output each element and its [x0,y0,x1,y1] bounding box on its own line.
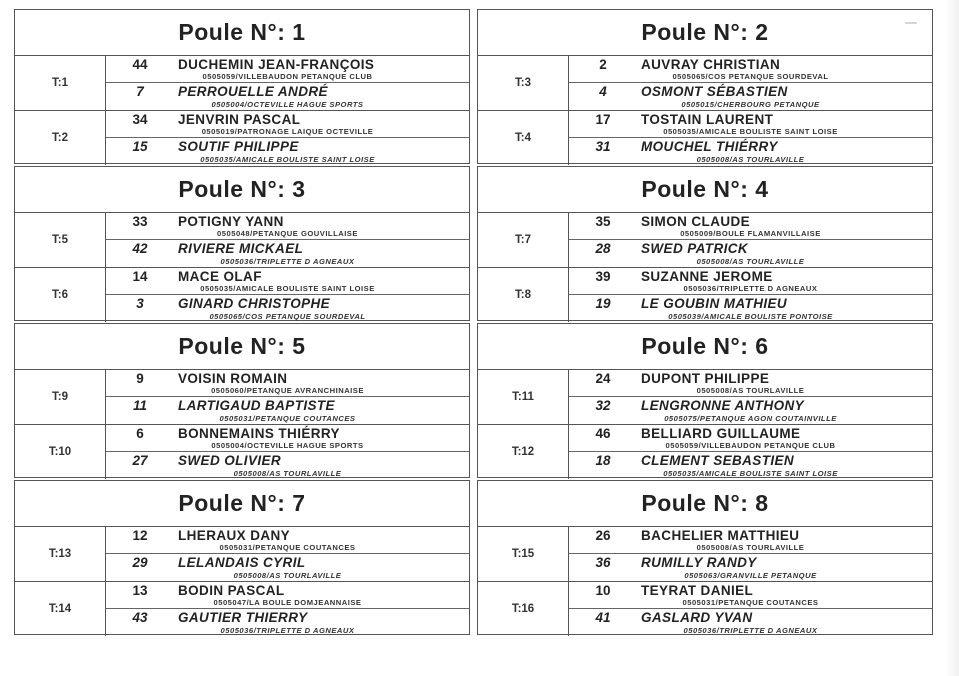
player-number: 42 [132,241,148,257]
poule-4 [477,166,933,321]
player-club: 0505004/OCTEVILLE HAGUE SPORTS [211,441,364,451]
player-number: 14 [132,268,148,284]
players-list [106,527,469,581]
player-number: 6 [136,425,144,441]
player-row [569,268,932,296]
player-line [106,528,469,543]
scan-artifact [905,22,917,24]
player-club: 0505035/AMICALE BOULISTE SAINT LOISE [663,127,838,137]
player-club: 0505047/LA BOULE DOMJEANNAISE [213,598,362,608]
player-row [106,295,469,322]
player-number: 44 [132,57,148,72]
player-club: 0505039/AMICALE BOULISTE PONTOISE [668,312,833,321]
table-number-label: T:6 [15,268,106,323]
player-row [569,452,932,479]
player-number: 28 [595,241,611,257]
player-line [106,426,469,441]
player-club: 0505075/PETANQUE AGON COUTAINVILLE [664,413,837,423]
table-number-label: T:11 [478,370,569,424]
player-name: SIMON CLAUDE [641,214,751,229]
player-row [569,56,932,83]
poule-7 [14,480,470,635]
player-club: 0505031/PETANQUE COUTANCES [219,413,356,423]
player-row [106,83,469,109]
player-number: 13 [132,582,148,598]
player-row [569,240,932,266]
table-block [478,370,932,425]
player-line [569,57,932,72]
player-number: 43 [132,610,148,626]
players-list [569,425,932,480]
player-name: BELLIARD GUILLAUME [641,425,801,441]
player-row [106,111,469,139]
player-row [106,240,469,266]
table-block [478,425,932,480]
player-name: LE GOUBIN MATHIEU [641,296,788,312]
player-row [569,295,932,322]
player-line [106,269,469,284]
player-row [569,397,932,423]
player-row [569,425,932,453]
poule-title: Poule N°: 4 [478,167,932,213]
player-row [106,213,469,240]
player-number: 33 [132,214,148,229]
poule-title: Poule N°: 5 [15,324,469,370]
player-club: 0505036/TRIPLETTE D AGNEAUX [220,626,355,635]
table-number-label: T:15 [478,527,569,581]
player-line [569,296,932,311]
table-block [15,56,469,111]
page-edge-shadow [945,0,959,676]
poule-title: Poule N°: 7 [15,481,469,527]
player-number: 11 [132,398,147,414]
player-name: BODIN PASCAL [178,582,285,598]
player-line [569,241,932,256]
player-name: RUMILLY RANDY [641,555,757,571]
player-row [569,83,932,109]
table-number-label: T:16 [478,582,569,637]
player-row [106,527,469,554]
player-name: LELANDAIS CYRIL [178,555,306,571]
player-line [106,112,469,127]
player-club: 0505059/VILLEBAUDON PETANQUE CLUB [202,72,373,82]
player-row [106,397,469,423]
player-line [106,296,469,311]
player-number: 9 [136,371,144,386]
player-number: 41 [595,610,611,626]
player-row [569,582,932,610]
table-block [478,111,932,166]
poule-title: Poule N°: 2 [478,10,932,56]
table-block [15,111,469,166]
players-list [569,582,932,637]
player-row [569,609,932,636]
player-row [569,138,932,165]
player-club: 0505008/AS TOURLAVILLE [233,570,342,580]
table-number-label: T:3 [478,56,569,110]
table-block [478,213,932,268]
players-list [106,56,469,110]
players-list [569,111,932,166]
players-list [106,111,469,166]
player-club: 0505065/COS PETANQUE SOURDEVAL [209,312,366,321]
player-row [106,609,469,636]
player-line [569,610,932,625]
table-block [15,370,469,425]
player-number: 17 [595,111,611,127]
player-name: TEYRAT DANIEL [641,582,754,598]
player-club: 0505059/VILLEBAUDON PETANQUE CLUB [665,441,836,451]
player-number: 4 [599,84,607,100]
player-row [106,425,469,453]
player-club: 0505008/AS TOURLAVILLE [696,155,805,164]
player-name: PERROUELLE ANDRÉ [178,84,328,100]
player-line [569,583,932,598]
table-number-label: T:12 [478,425,569,480]
player-row [569,111,932,139]
player-line [106,57,469,72]
table-number-label: T:7 [478,213,569,267]
player-line [569,84,932,99]
player-name: CLEMENT SEBASTIEN [641,453,795,469]
player-number: 15 [132,139,148,155]
table-block [478,268,932,323]
player-name: DUCHEMIN JEAN-FRANÇOIS [178,57,375,72]
player-club: 0505063/GRANVILLE PETANQUE [684,570,817,580]
players-list [106,370,469,424]
player-name: MACE OLAF [178,268,262,284]
player-name: GASLARD YVAN [641,610,753,626]
player-number: 19 [595,296,611,312]
players-list [106,213,469,267]
player-name: SOUTIF PHILIPPE [178,139,299,155]
player-name: LENGRONNE ANTHONY [641,398,805,414]
table-number-label: T:14 [15,582,106,637]
player-name: POTIGNY YANN [178,214,284,229]
player-club: 0505008/AS TOURLAVILLE [696,386,805,396]
player-name: VOISIN ROMAIN [178,371,288,386]
player-number: 2 [599,57,607,72]
players-list [569,370,932,424]
player-name: SWED OLIVIER [178,453,282,469]
poule-8 [477,480,933,635]
table-block [478,582,932,637]
poule-1 [14,9,470,164]
player-line [106,610,469,625]
poule-2 [477,9,933,164]
poule-5 [14,323,470,478]
player-name: SWED PATRICK [641,241,749,257]
table-block [478,527,932,582]
table-number-label: T:2 [15,111,106,166]
poule-title: Poule N°: 8 [478,481,932,527]
player-number: 34 [132,111,148,127]
player-line [569,269,932,284]
table-number-label: T:4 [478,111,569,166]
player-club: 0505035/AMICALE BOULISTE SAINT LOISE [663,469,838,478]
player-number: 29 [132,555,148,571]
table-block [478,56,932,111]
player-club: 0505036/TRIPLETTE D AGNEAUX [683,626,818,635]
player-number: 7 [136,84,144,100]
player-number: 18 [595,453,611,469]
player-line [106,241,469,256]
player-name: OSMONT SÉBASTIEN [641,84,788,100]
player-name: RIVIERE MICKAEL [178,241,304,257]
player-row [569,554,932,580]
player-name: LHERAUX DANY [178,528,291,543]
player-name: AUVRAY CHRISTIAN [641,57,781,72]
poule-6 [477,323,933,478]
player-number: 10 [595,582,611,598]
player-line [106,398,469,413]
player-club: 0505008/AS TOURLAVILLE [233,469,342,478]
player-row [106,452,469,479]
players-list [569,213,932,267]
player-number: 24 [595,371,611,386]
player-line [569,453,932,468]
player-name: SUZANNE JEROME [641,268,773,284]
player-line [106,583,469,598]
table-number-label: T:1 [15,56,106,110]
player-row [569,213,932,240]
player-name: LARTIGAUD BAPTISTE [178,398,335,414]
player-club: 0505035/AMICALE BOULISTE SAINT LOISE [200,284,375,294]
player-row [106,268,469,296]
table-block [15,582,469,637]
table-number-label: T:5 [15,213,106,267]
player-number: 46 [595,425,611,441]
player-number: 39 [595,268,611,284]
player-club: 0505065/COS PETANQUE SOURDEVAL [672,72,829,82]
player-name: DUPONT PHILIPPE [641,371,770,386]
table-number-label: T:8 [478,268,569,323]
player-name: TOSTAIN LAURENT [641,111,774,127]
player-row [106,56,469,83]
players-list [106,268,469,323]
player-line [569,112,932,127]
player-line [569,426,932,441]
player-number: 27 [132,453,148,469]
players-list [106,582,469,637]
player-club: 0505048/PETANQUE GOUVILLAISE [217,229,358,239]
player-line [106,453,469,468]
player-club: 0505031/PETANQUE COUTANCES [219,543,356,553]
poule-title: Poule N°: 1 [15,10,469,56]
table-number-label: T:10 [15,425,106,480]
player-name: MOUCHEL THIÉRRY [641,139,778,155]
player-line [569,139,932,154]
player-club: 0505031/PETANQUE COUTANCES [682,598,819,608]
players-list [569,527,932,581]
player-name: BONNEMAINS THIÉRRY [178,425,340,441]
player-line [569,214,932,229]
poule-title: Poule N°: 6 [478,324,932,370]
player-club: 0505035/AMICALE BOULISTE SAINT LOISE [200,155,375,164]
player-row [569,370,932,397]
player-line [106,214,469,229]
players-list [569,268,932,323]
poule-3 [14,166,470,321]
player-number: 32 [595,398,611,414]
player-line [569,371,932,386]
players-list [569,56,932,110]
player-line [106,139,469,154]
player-line [106,371,469,386]
player-line [569,528,932,543]
player-number: 35 [595,214,611,229]
player-line [569,555,932,570]
player-club: 0505004/OCTEVILLE HAGUE SPORTS [211,99,364,109]
player-club: 0505009/BOULE FLAMANVILLAISE [680,229,821,239]
player-name: GINARD CHRISTOPHE [178,296,331,312]
player-row [106,370,469,397]
player-number: 12 [132,528,148,543]
player-club: 0505036/TRIPLETTE D AGNEAUX [220,256,355,266]
player-club: 0505019/PATRONAGE LAIQUE OCTEVILLE [201,127,374,137]
player-row [106,138,469,165]
player-club: 0505015/CHERBOURG PETANQUE [681,99,820,109]
table-block [15,425,469,480]
player-club: 0505036/TRIPLETTE D AGNEAUX [683,284,818,294]
table-block [15,268,469,323]
table-block [15,527,469,582]
player-number: 36 [595,555,611,571]
player-name: GAUTIER THIERRY [178,610,308,626]
player-row [569,527,932,554]
table-number-label: T:9 [15,370,106,424]
table-block [15,213,469,268]
player-row [106,554,469,580]
player-club: 0505060/PETANQUE AVRANCHINAISE [211,386,364,396]
table-number-label: T:13 [15,527,106,581]
player-line [569,398,932,413]
player-club: 0505008/AS TOURLAVILLE [696,543,805,553]
player-name: JENVRIN PASCAL [178,111,301,127]
players-list [106,425,469,480]
player-number: 26 [595,528,611,543]
player-line [106,555,469,570]
player-row [106,582,469,610]
player-club: 0505008/AS TOURLAVILLE [696,256,805,266]
player-name: BACHELIER MATTHIEU [641,528,800,543]
player-number: 31 [595,139,611,155]
player-line [106,84,469,99]
poule-title: Poule N°: 3 [15,167,469,213]
player-number: 3 [136,296,144,312]
